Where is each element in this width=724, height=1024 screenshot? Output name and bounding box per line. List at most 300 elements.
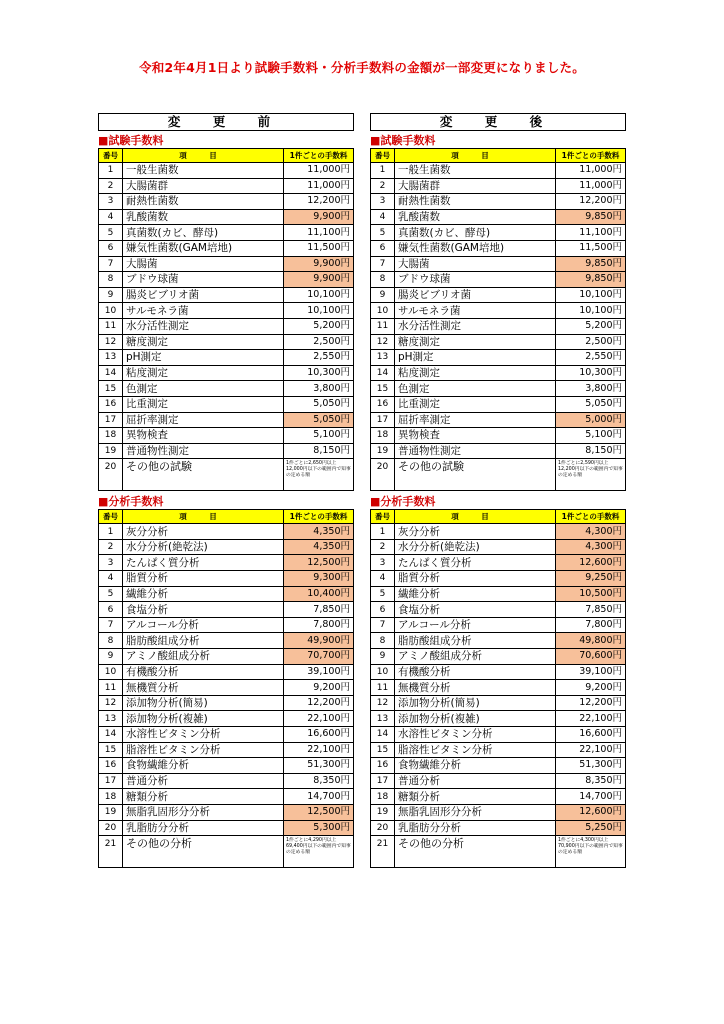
row-price: 70,700円 [284,649,354,665]
table-row [371,365,626,381]
table-row [99,209,354,225]
row-price: 22,100円 [556,742,626,758]
row-number: 16 [371,758,395,774]
row-number: 17 [99,412,123,428]
row-item: 水溶性ビタミン分析 [123,727,284,743]
row-item: 糖類分析 [395,789,556,805]
row-item: 普通物性測定 [123,443,284,459]
row-price: 9,900円 [284,256,354,272]
row-price: 12,200円 [556,194,626,210]
row-price: 8,350円 [284,773,354,789]
row-number: 9 [99,287,123,303]
row-number: 12 [99,695,123,711]
row-item: 灰分分析 [123,524,284,540]
row-price: 9,850円 [556,209,626,225]
header-no: 番号 [371,149,395,163]
row-item: 粘度測定 [123,365,284,381]
table-row [99,287,354,303]
table-row [99,773,354,789]
row-number: 5 [371,586,395,602]
row-item: 比重測定 [123,396,284,412]
row-item: 乳酸菌数 [123,209,284,225]
row-number: 19 [99,443,123,459]
row-item: 灰分分析 [395,524,556,540]
table-row [371,555,626,571]
row-price: 5,300円 [284,820,354,836]
row-price: 14,700円 [284,789,354,805]
table-row [371,412,626,428]
table-row [371,209,626,225]
row-number: 21 [99,836,123,868]
row-item: 大腸菌群 [123,178,284,194]
row-number: 4 [99,209,123,225]
analysis-other-row [99,836,354,868]
row-price: 8,150円 [556,443,626,459]
row-price: 5,050円 [284,396,354,412]
header-no: 番号 [99,149,123,163]
row-number: 1 [99,163,123,179]
row-note: 1件ごとに2,590円以上12,200円以下の範囲内で知事の定める額 [556,459,626,491]
row-price: 12,200円 [556,695,626,711]
row-number: 10 [371,303,395,319]
table-row [371,789,626,805]
header-price: 1件ごとの手数料 [284,149,354,163]
row-price: 22,100円 [556,711,626,727]
row-price: 4,300円 [556,539,626,555]
table-row [371,178,626,194]
row-price: 5,000円 [556,412,626,428]
row-price: 9,200円 [556,680,626,696]
row-item: 嫌気性菌数(GAM培地) [395,240,556,256]
row-number: 20 [371,459,395,491]
row-number: 18 [371,428,395,444]
row-number: 6 [99,602,123,618]
row-item: 腸炎ビブリオ菌 [123,287,284,303]
row-number: 3 [99,555,123,571]
row-item: 耐熱性菌数 [395,194,556,210]
row-item: 異物検査 [123,428,284,444]
table-row [99,396,354,412]
row-item: 有機酸分析 [123,664,284,680]
row-item: アミノ酸組成分析 [395,649,556,665]
header-price: 1件ごとの手数料 [284,510,354,524]
row-price: 10,300円 [284,365,354,381]
row-price: 5,100円 [556,428,626,444]
table-row [371,633,626,649]
row-number: 5 [99,225,123,241]
row-number: 17 [371,773,395,789]
page-title: 令和2年4月1日より試験手数料・分析手数料の金額が一部変更になりました。 [139,60,585,75]
row-item: 乳脂肪分分析 [123,820,284,836]
table-row [371,695,626,711]
row-item: アルコール分析 [123,617,284,633]
row-price: 12,500円 [284,804,354,820]
row-item: 大腸菌 [395,256,556,272]
row-item: その他の試験 [123,459,284,491]
row-price: 5,100円 [284,428,354,444]
row-item: サルモネラ菌 [395,303,556,319]
row-item: 食塩分析 [123,602,284,618]
row-item: たんぱく質分析 [395,555,556,571]
row-price: 12,600円 [556,804,626,820]
row-item: アルコール分析 [395,617,556,633]
row-item: 色測定 [123,381,284,397]
row-item: その他の試験 [395,459,556,491]
table-row [99,350,354,366]
before-column [98,113,354,868]
table-row [99,602,354,618]
row-item: 糖度測定 [123,334,284,350]
row-item: 普通分析 [123,773,284,789]
row-price: 11,000円 [556,163,626,179]
table-row [99,804,354,820]
row-price: 7,850円 [556,602,626,618]
table-row [99,649,354,665]
row-price: 5,050円 [556,396,626,412]
row-price: 9,900円 [284,272,354,288]
row-item: 繊維分析 [123,586,284,602]
table-row [99,711,354,727]
row-number: 6 [371,602,395,618]
row-item: 糖類分析 [123,789,284,805]
row-price: 9,250円 [556,571,626,587]
row-number: 10 [99,303,123,319]
table-row [371,680,626,696]
after-test-section-title: ■試験手数料 [370,134,436,147]
row-number: 4 [99,571,123,587]
header-item: 項 目 [395,149,556,163]
row-number: 4 [371,209,395,225]
row-number: 15 [99,742,123,758]
row-price: 7,800円 [284,617,354,633]
table-row [371,649,626,665]
table-row [99,539,354,555]
table-row [371,350,626,366]
row-item: 真菌数(カビ、酵母) [123,225,284,241]
header-no: 番号 [99,510,123,524]
row-number: 7 [99,617,123,633]
row-price: 22,100円 [284,711,354,727]
row-item: 添加物分析(複雑) [395,711,556,727]
row-price: 51,300円 [284,758,354,774]
table-row [371,617,626,633]
row-price: 12,200円 [284,194,354,210]
row-item: 普通物性測定 [395,443,556,459]
row-price: 10,100円 [284,303,354,319]
row-number: 2 [371,539,395,555]
row-number: 8 [371,633,395,649]
table-row [99,555,354,571]
table-row [99,680,354,696]
row-number: 15 [371,742,395,758]
row-number: 12 [371,334,395,350]
table-row [371,163,626,179]
row-price: 2,550円 [556,350,626,366]
row-price: 10,100円 [556,303,626,319]
row-item: 乳脂肪分分析 [395,820,556,836]
row-price: 3,800円 [284,381,354,397]
row-number: 12 [99,334,123,350]
row-number: 1 [371,524,395,540]
after-column [370,113,626,868]
row-number: 7 [371,617,395,633]
row-number: 8 [99,633,123,649]
row-price: 7,800円 [556,617,626,633]
row-number: 10 [371,664,395,680]
table-row [371,428,626,444]
row-number: 18 [99,789,123,805]
table-row [99,617,354,633]
row-number: 19 [371,443,395,459]
row-number: 9 [371,649,395,665]
row-item: その他の分析 [395,836,556,868]
row-item: 無機質分析 [123,680,284,696]
table-row [99,318,354,334]
row-item: 粘度測定 [395,365,556,381]
row-item: アミノ酸組成分析 [123,649,284,665]
before-test-section-title: ■試験手数料 [98,134,164,147]
row-item: 水分活性測定 [395,318,556,334]
row-price: 9,900円 [284,209,354,225]
after-analysis-section-title: ■分析手数料 [370,495,436,509]
test-other-row [371,459,626,491]
row-price: 12,500円 [284,555,354,571]
row-item: 無機質分析 [395,680,556,696]
table-row [99,365,354,381]
row-number: 18 [99,428,123,444]
row-price: 7,850円 [284,602,354,618]
row-price: 9,200円 [284,680,354,696]
row-price: 5,250円 [556,820,626,836]
table-row [371,318,626,334]
row-number: 3 [371,555,395,571]
header-item: 項 目 [123,510,284,524]
table-row [99,412,354,428]
row-price: 11,100円 [284,225,354,241]
header-no: 番号 [371,510,395,524]
row-number: 13 [371,350,395,366]
row-price: 9,850円 [556,256,626,272]
table-row [371,194,626,210]
row-item: 脂溶性ビタミン分析 [395,742,556,758]
row-price: 2,500円 [284,334,354,350]
row-number: 19 [99,804,123,820]
row-number: 13 [371,711,395,727]
row-number: 14 [371,365,395,381]
row-price: 8,350円 [556,773,626,789]
table-header-row [371,149,626,163]
row-price: 11,100円 [556,225,626,241]
test-other-row [99,459,354,491]
row-price: 11,000円 [556,178,626,194]
row-number: 5 [371,225,395,241]
row-price: 4,300円 [556,524,626,540]
table-row [371,727,626,743]
row-number: 1 [371,163,395,179]
row-item: 水溶性ビタミン分析 [395,727,556,743]
table-row [99,633,354,649]
row-item: 屈折率測定 [123,412,284,428]
after-analysis-fee-table [370,509,626,868]
row-item: 水分活性測定 [123,318,284,334]
table-row [99,727,354,743]
row-price: 9,850円 [556,272,626,288]
before-test-fee-table [98,148,354,491]
analysis-other-row [371,836,626,868]
row-item: 添加物分析(簡易) [395,695,556,711]
table-row [371,396,626,412]
table-row [371,524,626,540]
row-number: 3 [371,194,395,210]
row-number: 11 [99,318,123,334]
row-item: 食塩分析 [395,602,556,618]
row-price: 10,400円 [284,586,354,602]
row-item: 脂質分析 [395,571,556,587]
row-number: 13 [99,350,123,366]
row-item: 無脂乳固形分分析 [123,804,284,820]
row-item: 脂肪酸組成分析 [123,633,284,649]
row-price: 16,600円 [284,727,354,743]
table-row [99,225,354,241]
row-number: 8 [99,272,123,288]
row-number: 2 [371,178,395,194]
table-row [99,163,354,179]
row-price: 10,500円 [556,586,626,602]
table-row [99,194,354,210]
row-item: ブドウ球菌 [395,272,556,288]
row-item: 無脂乳固形分分析 [395,804,556,820]
row-item: 嫌気性菌数(GAM培地) [123,240,284,256]
row-number: 8 [371,272,395,288]
row-item: 耐熱性菌数 [123,194,284,210]
table-row [99,256,354,272]
row-number: 2 [99,539,123,555]
row-price: 12,200円 [284,695,354,711]
row-item: pH測定 [395,350,556,366]
row-item: その他の分析 [123,836,284,868]
row-item: 真菌数(カビ、酵母) [395,225,556,241]
table-row [99,695,354,711]
row-price: 51,300円 [556,758,626,774]
table-row [371,820,626,836]
table-row [99,303,354,319]
table-header-row [99,510,354,524]
header-price: 1件ごとの手数料 [556,149,626,163]
row-number: 21 [371,836,395,868]
row-number: 16 [371,396,395,412]
table-row [99,820,354,836]
table-row [371,773,626,789]
row-item: 添加物分析(簡易) [123,695,284,711]
table-row [371,804,626,820]
row-number: 12 [371,695,395,711]
header-item: 項 目 [395,510,556,524]
row-item: ブドウ球菌 [123,272,284,288]
row-number: 18 [371,789,395,805]
table-row [99,381,354,397]
row-price: 14,700円 [556,789,626,805]
table-row [371,664,626,680]
table-row [371,287,626,303]
row-number: 20 [99,459,123,491]
row-number: 6 [99,240,123,256]
row-price: 49,800円 [556,633,626,649]
table-row [99,571,354,587]
row-number: 10 [99,664,123,680]
row-number: 17 [99,773,123,789]
row-item: 一般生菌数 [395,163,556,179]
row-price: 10,100円 [284,287,354,303]
row-note: 1件ごとに4,300円以上70,900円以下の範囲内で知事の定める額 [556,836,626,868]
row-price: 11,500円 [556,240,626,256]
row-number: 20 [99,820,123,836]
row-price: 70,600円 [556,649,626,665]
table-row [371,256,626,272]
table-row [371,539,626,555]
row-number: 11 [371,680,395,696]
row-price: 3,800円 [556,381,626,397]
row-number: 5 [99,586,123,602]
row-item: 一般生菌数 [123,163,284,179]
row-price: 2,550円 [284,350,354,366]
row-number: 15 [99,381,123,397]
table-row [99,240,354,256]
row-item: 普通分析 [395,773,556,789]
row-number: 9 [371,287,395,303]
row-note: 1件ごとに4,290円以上69,400円以下の範囲内で知事の定める額 [284,836,354,868]
row-number: 7 [99,256,123,272]
row-number: 14 [99,365,123,381]
table-row [371,272,626,288]
row-number: 19 [371,804,395,820]
row-item: 比重測定 [395,396,556,412]
row-number: 11 [99,680,123,696]
row-number: 6 [371,240,395,256]
table-row [99,272,354,288]
table-row [371,711,626,727]
row-item: 異物検査 [395,428,556,444]
row-item: 脂質分析 [123,571,284,587]
table-row [371,443,626,459]
row-number: 14 [371,727,395,743]
table-row [371,602,626,618]
table-row [371,381,626,397]
row-price: 2,500円 [556,334,626,350]
table-row [371,742,626,758]
row-item: サルモネラ菌 [123,303,284,319]
table-row [99,664,354,680]
row-item: 脂肪酸組成分析 [395,633,556,649]
row-number: 13 [99,711,123,727]
table-row [371,571,626,587]
row-price: 4,350円 [284,539,354,555]
row-number: 9 [99,649,123,665]
row-price: 49,900円 [284,633,354,649]
after-test-fee-table [370,148,626,491]
row-number: 2 [99,178,123,194]
row-number: 17 [371,412,395,428]
row-price: 22,100円 [284,742,354,758]
row-item: 食物繊維分析 [395,758,556,774]
row-item: 添加物分析(複雑) [123,711,284,727]
row-number: 7 [371,256,395,272]
table-row [99,789,354,805]
after-heading: 変 更 後 [370,113,626,131]
row-item: 大腸菌 [123,256,284,272]
row-price: 5,050円 [284,412,354,428]
before-analysis-section-title: ■分析手数料 [98,495,164,509]
row-number: 1 [99,524,123,540]
